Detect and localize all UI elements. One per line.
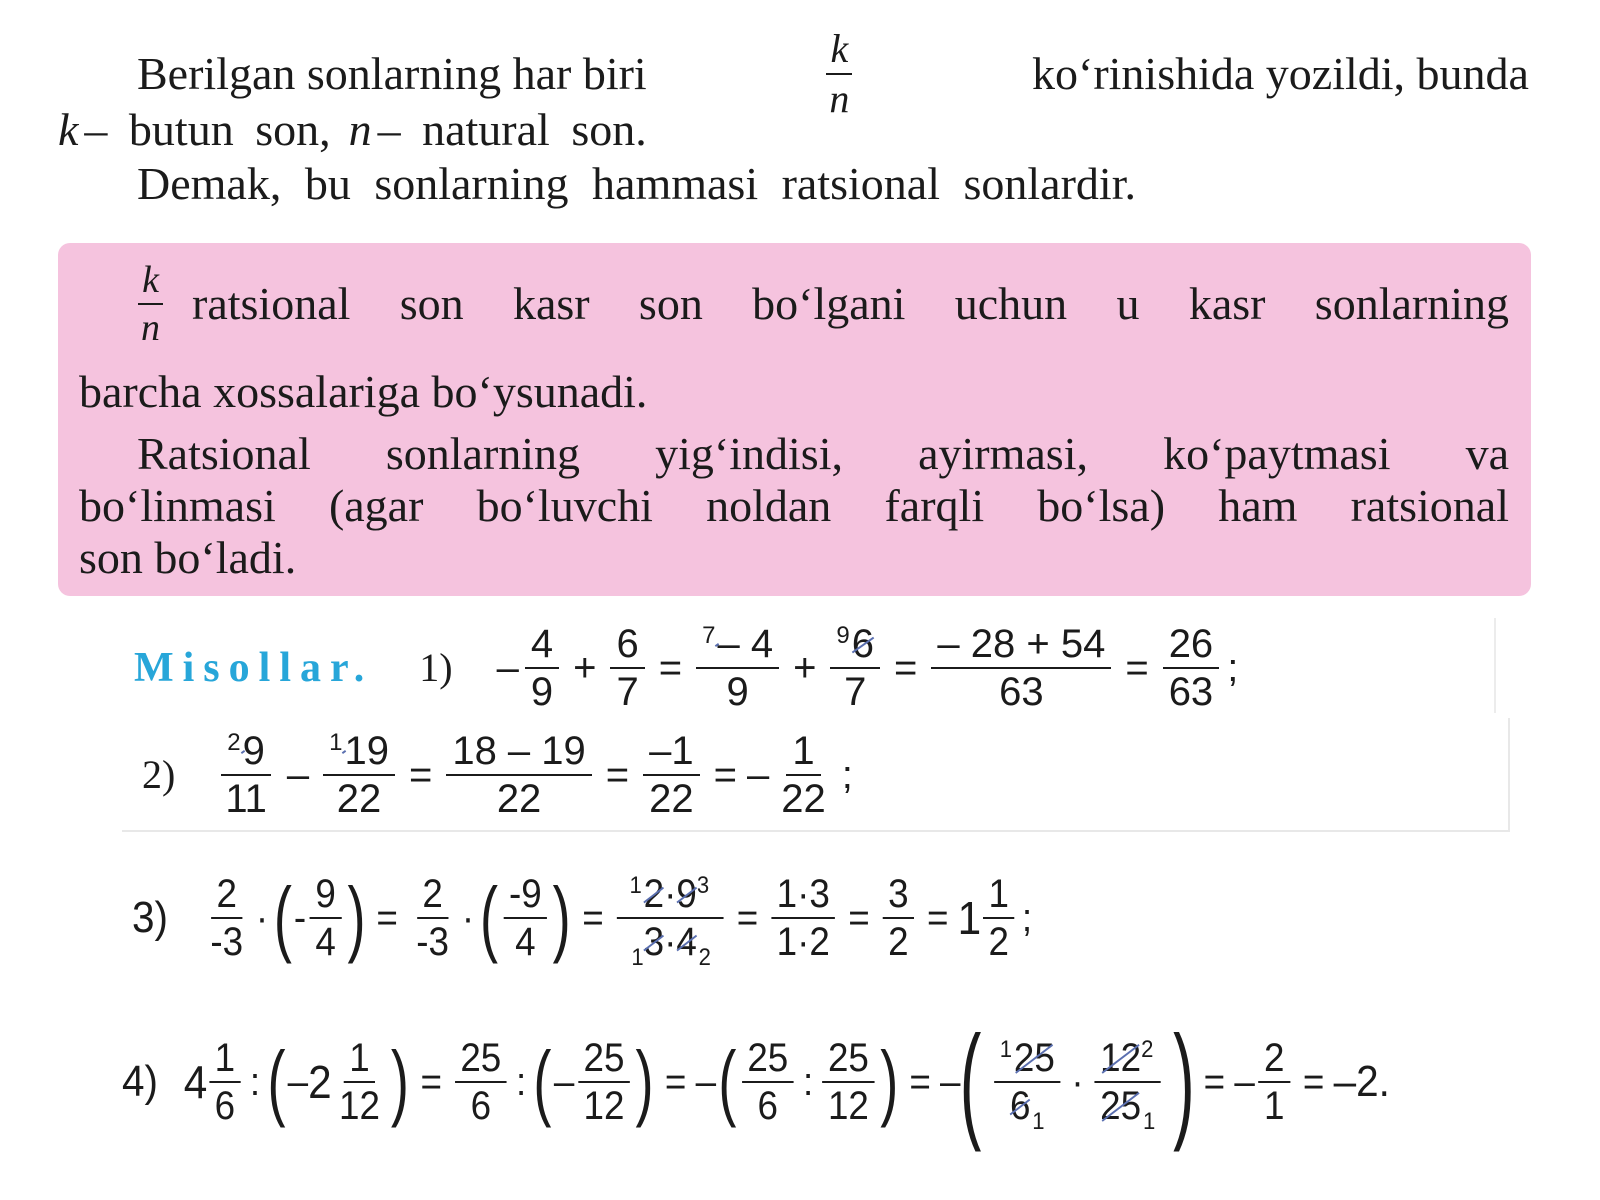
fraction [209,1038,241,1126]
numerator [221,731,271,776]
fraction-numerator: k [138,261,163,305]
denominator-value: 3 [643,920,665,964]
fraction [830,624,880,712]
dot-operator: · [461,896,475,940]
fraction [1095,1036,1161,1135]
numerator: 3 [883,874,915,919]
numerator [323,731,395,776]
numerator: 1 [209,1038,241,1083]
intro-text-3: Demak, bu sonlarning hammasi ratsional sonlardir. [137,158,1136,209]
denominator: 2 [888,920,909,964]
left-paren: ( [273,870,292,965]
numerator [994,1038,1060,1083]
numerator [830,624,880,669]
common-factor: 7 [702,622,716,649]
minus-sign: – [553,1060,575,1104]
equals-sign: = [1203,1060,1226,1104]
denominator: 6 [470,1084,492,1128]
common-factor: 1 [1142,1108,1156,1135]
denominator: 22 [336,777,382,821]
example-2-label: 2) [142,752,176,797]
intro-text-2a: – butun son, [84,104,331,155]
numerator-value: 2 [643,872,665,916]
fraction [775,731,832,819]
intro-line-3 [137,158,1136,209]
numerator: 25 [455,1038,507,1083]
denominator: -3 [416,920,449,964]
fraction [446,731,591,819]
example-1-label: 1) [419,645,453,690]
fraction-k-over-n [137,261,164,347]
fraction [205,874,249,962]
fraction [1259,1038,1291,1126]
numerator: 1 [983,874,1015,919]
minus-sign: – [717,622,740,666]
callout-text-4: bo‘linmasi (agar bo‘luvchi noldan farqli bo‘lsa) ham ratsional [79,480,1509,531]
denominator: -3 [210,920,244,964]
minus-sign: – [496,646,519,690]
semicolon: ; [841,753,853,797]
equals-sign: = [713,753,738,797]
fraction [1163,624,1220,712]
equals-sign: = [1302,1060,1325,1104]
fraction [310,874,342,962]
semicolon: ; [1021,896,1033,940]
intro-text-1a: Berilgan sonlarning har biri [137,48,647,99]
right-paren: ) [635,1034,654,1129]
callout-text-3: Ratsional sonlarning yig‘indisi, ayirmasi, ko‘paytmasi va [137,428,1509,479]
common-factor: 2 [227,729,241,756]
mixed-number-whole: 4 [183,1056,208,1108]
left-paren: ( [267,1034,286,1129]
denominator: 22 [649,777,694,821]
example-3 [132,858,1032,978]
minus-sign: – [286,753,310,797]
right-paren: ) [347,870,366,965]
var-n: n [348,104,372,155]
numerator-value: 9 [676,872,697,916]
numerator: 25 [822,1038,874,1083]
equals-sign: = [420,1060,442,1104]
common-factor: 9 [836,622,850,649]
right-paren: ) [1173,1010,1195,1154]
numerator [696,624,779,669]
intro-line-1 [137,26,1529,121]
dot-operator: · [1071,1060,1084,1104]
denominator: 12 [583,1084,625,1128]
left-paren: ( [960,1010,982,1154]
numerator: 26 [1163,624,1220,669]
example-1 [134,622,1239,714]
equals-sign: = [605,753,630,797]
denominator: 22 [496,777,542,821]
common-factor: 2 [1141,1036,1154,1063]
numerator-value: 6 [851,622,875,666]
fraction [323,731,395,819]
common-factor: 2 [698,944,711,971]
numerator: – 28 + 54 [931,624,1111,669]
common-factor: 1 [629,872,642,899]
right-paren: ) [880,1034,899,1129]
denominator: 9 [726,670,749,714]
numerator: -9 [504,874,548,919]
fraction [822,1038,874,1126]
example-4-label: 4) [122,1057,158,1106]
callout-text-5: son bo‘ladi. [79,532,297,583]
numerator: 9 [310,874,342,919]
colon-operator: : [802,1060,814,1104]
denominator: 11 [225,777,267,821]
common-factor: 1 [631,944,644,971]
numerator: 25 [578,1038,630,1083]
denominator: 6 [757,1084,779,1128]
minus-sign: – [1234,1060,1255,1104]
fraction [455,1038,507,1126]
denominator: 12 [339,1084,380,1128]
denominator-value: 6 [1009,1084,1031,1128]
dot-operator: · [664,872,677,916]
common-factor: 1 [1032,1108,1045,1135]
numerator: –1 [643,731,700,776]
fraction [334,1038,386,1126]
right-paren: ) [552,870,572,965]
example-4 [122,1012,1390,1152]
fraction [525,624,559,712]
var-k: k [58,104,79,155]
colon-operator: : [516,1060,527,1104]
denominator [1095,1083,1161,1135]
denominator: 63 [1168,670,1214,714]
intro-text-2b: – natural son. [377,104,647,155]
fraction [411,874,455,962]
intro-text-1b: ko‘rinishida yozildi, bunda [1032,48,1529,99]
numerator-value: 9 [242,729,265,773]
plus-sign: + [793,646,817,690]
numerator: 18 – 19 [446,731,591,776]
equals-sign: = [658,646,683,690]
callout-line-5 [79,532,297,583]
denominator: 63 [999,670,1044,714]
equals-sign: = [582,896,604,940]
fraction [931,624,1111,712]
examples-heading: Misollar. [134,645,374,691]
numerator: 6 [610,624,644,669]
fraction [610,624,644,712]
fraction [742,1038,794,1126]
numerator: 1 [786,731,820,776]
equals-sign: = [894,646,918,690]
equals-sign: = [376,896,398,940]
denominator [1004,1083,1050,1135]
denominator: 2 [988,920,1010,964]
callout-line-1 [137,259,1509,349]
numerator: 1 [344,1038,376,1083]
denominator: 22 [781,777,826,821]
dot-operator: · [664,920,677,964]
numerator-value: 4 [750,622,774,666]
dot-operator: · [255,896,269,940]
fraction-k-over-n [825,26,853,121]
denominator: 1 [1264,1084,1285,1128]
fraction [643,731,700,819]
numerator-value: 25 [1013,1036,1055,1080]
denominator: 1·2 [776,920,830,964]
common-factor: 1 [329,729,343,756]
numerator: 2 [417,874,449,919]
semicolon: ; [1227,646,1239,690]
plus-sign: + [573,646,597,690]
denominator: 4 [315,920,336,964]
example-2 [142,729,853,821]
common-factor: 1 [999,1036,1013,1063]
denominator: 9 [530,670,554,714]
minus-sign: – [695,1060,717,1104]
fraction [983,874,1015,962]
example-3-label: 3) [132,893,168,942]
mixed-number-whole: 1 [957,892,982,944]
denominator: 4 [515,920,536,964]
fraction-denominator: n [829,76,850,121]
numerator [1095,1038,1161,1083]
numerator [617,874,724,919]
numerator: 4 [525,624,559,669]
denominator [617,919,724,971]
intro-line-2 [58,104,647,155]
numerator-value: 19 [344,729,389,773]
fraction [219,731,273,819]
common-factor: 3 [696,872,710,899]
fraction [578,1038,630,1126]
fraction [883,874,915,962]
fraction [994,1036,1060,1135]
equals-sign: = [736,896,759,940]
numerator: 2 [1259,1038,1291,1083]
minus-sign: – [287,1060,309,1104]
equals-sign: = [909,1060,931,1104]
mixed-number-whole: 2 [308,1056,332,1108]
fraction [696,624,779,712]
colon-operator: : [249,1060,261,1104]
minus-sign: – [747,753,770,797]
minus-sign: – [940,1060,961,1104]
callout-text-2: barcha xossalariga bo‘ysunadi. [79,366,648,417]
equals-sign: = [664,1060,687,1104]
left-paren: ( [479,870,498,965]
numerator: 25 [742,1038,794,1083]
denominator: 6 [214,1084,236,1128]
equals-sign: = [408,753,433,797]
numerator: 1·3 [771,874,835,919]
denominator: 7 [616,670,639,714]
numerator-value: 12 [1100,1036,1142,1080]
denominator: 7 [844,670,867,714]
callout-line-3 [137,428,1509,479]
right-paren: ) [391,1034,410,1129]
minus-sign: - [293,896,307,940]
equals-sign: = [926,896,949,940]
example-1-frame-edge [1494,618,1496,713]
denominator: 12 [827,1084,869,1128]
fraction-denominator: n [141,307,160,349]
fraction [617,872,724,971]
denominator-value: 4 [676,920,697,964]
equals-sign: = [1125,646,1149,690]
callout-line-4 [79,480,1509,531]
fraction [771,874,835,962]
callout-text-1: ratsional son kasr son bo‘lgani uchun u kasr sonlarning [192,278,1509,329]
left-paren: ( [533,1034,552,1129]
denominator-value: 25 [1100,1084,1142,1128]
numerator: 2 [211,874,243,919]
fraction-numerator: k [826,29,852,75]
fraction [504,874,548,962]
callout-line-2 [79,366,648,417]
left-paren: ( [718,1034,737,1129]
result-value: –2. [1333,1057,1390,1106]
equals-sign: = [848,896,870,940]
